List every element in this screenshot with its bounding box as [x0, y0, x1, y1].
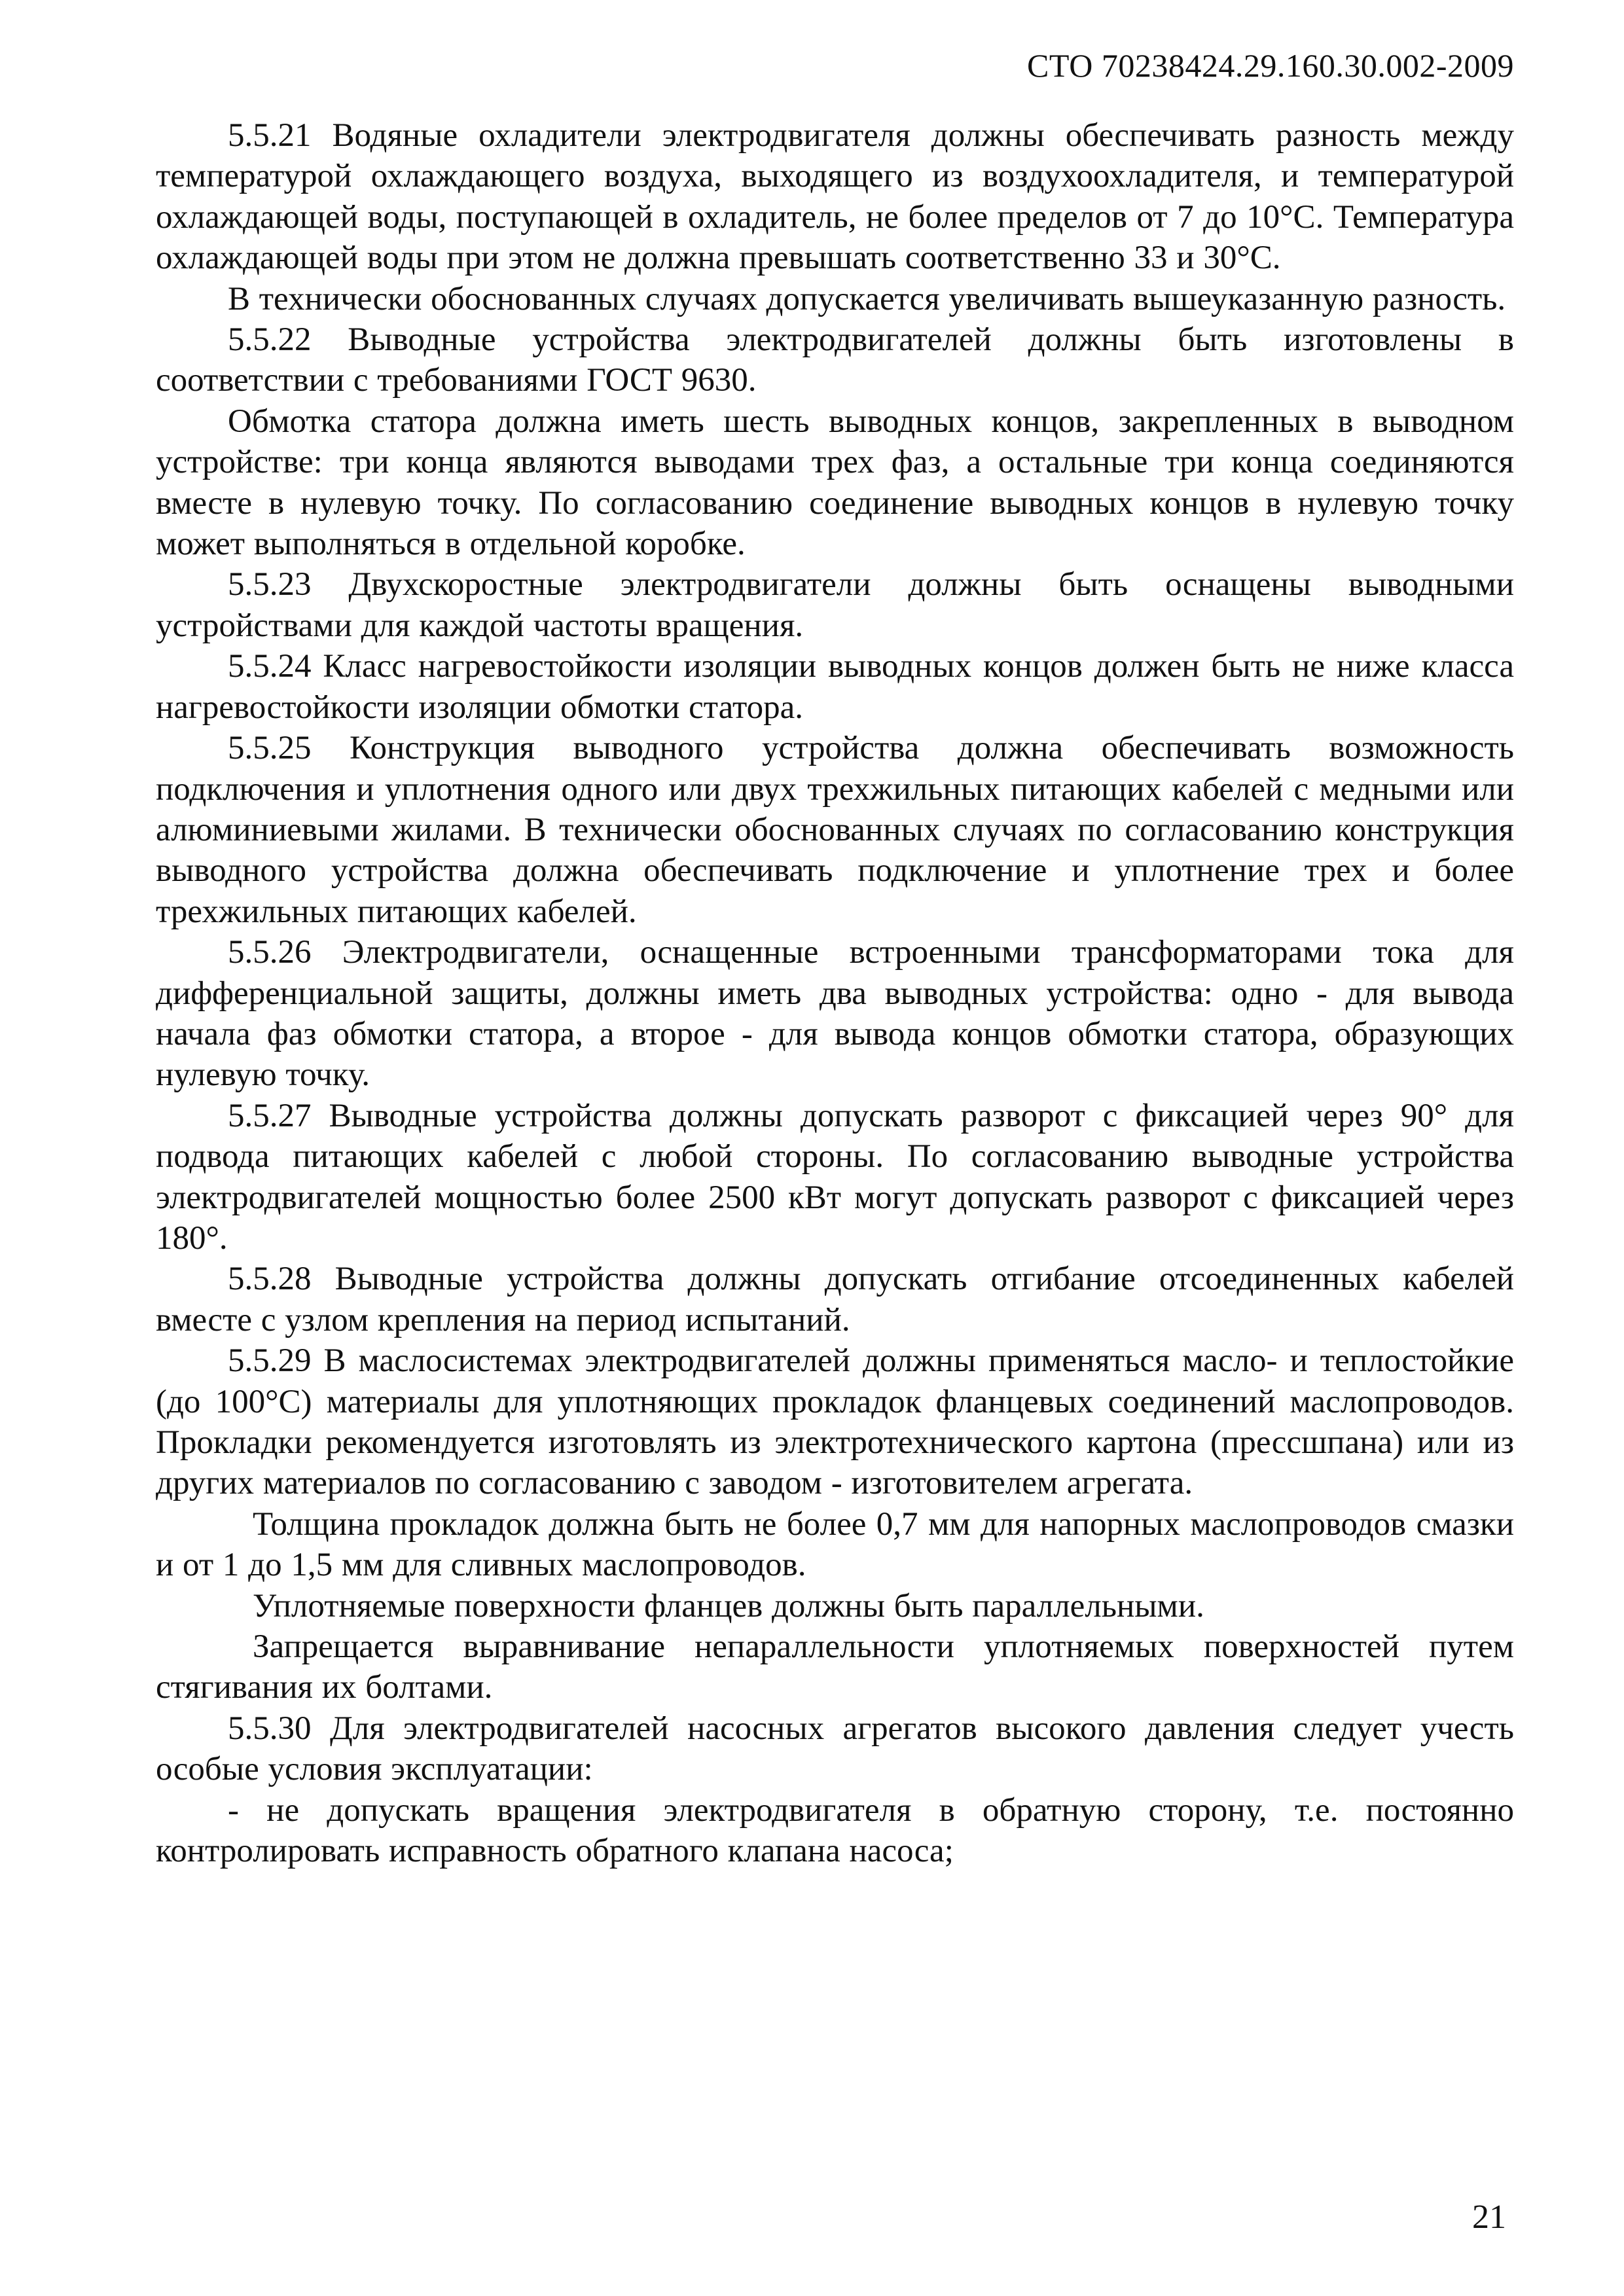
paragraph-5-5-21: 5.5.21 Водяные охладители электродвигателя должны обеспечивать разность между температурой охлаждающего воздуха, выходящего из воздухоохладителя, и температурой охлаждающей воды, поступающей в охладитель, не более пределов от 7 до 10°С. Температура охлаждающей воды при этом не должна превышать соответственно 33 и 30°С.: [156, 117, 1514, 277]
list-item: - не допускать вращения электродвигателя в обратную сторону, т.е. постоянно контролировать исправность обратного клапана насоса;: [156, 1791, 1514, 1870]
document-header: СТО 70238424.29.160.30.002-2009: [1027, 47, 1514, 84]
paragraph: Обмотка статора должна иметь шесть выводных концов, закрепленных в выводном устройстве: три конца являются выводами трех фаз, а остальные три конца соединяются вместе в нулевую точку. По согласованию соединение выводных концов в нулевую точку может выполняться в отдельной коробке.: [156, 403, 1514, 563]
paragraph-5-5-23: 5.5.23 Двухскоростные электродвигатели должны быть оснащены выводными устройствами для каждой частоты вращения.: [156, 566, 1514, 644]
paragraph-5-5-25: 5.5.25 Конструкция выводного устройства должна обеспечивать возможность подключения и уплотнения одного или двух трехжильных питающих кабелей с медными или алюминиевыми жилами. В технически обоснованных случаях по согласованию конструкция выводного устройства должна обеспечивать подключение и уплотнение трех и более трехжильных питающих кабелей.: [156, 730, 1514, 930]
paragraph-5-5-22: 5.5.22 Выводные устройства электродвигателей должны быть изготовлены в соответствии с требованиями ГОСТ 9630.: [156, 321, 1514, 399]
paragraph-5-5-29: 5.5.29 В маслосистемах электродвигателей должны применяться масло- и теплостойкие (до 100°С) материалы для уплотняющих прокладок фланцевых соединений маслопроводов. Прокладки рекомендуется изготовлять из электротехнического картона (прессшпана) или из других материалов по согласованию с заводом - изготовителем агрегата.: [156, 1342, 1514, 1502]
paragraph-5-5-24: 5.5.24 Класс нагревостойкости изоляции выводных концов должен быть не ниже класса нагревостойкости изоляции обмотки статора.: [156, 648, 1514, 726]
paragraph: В технически обоснованных случаях допускается увеличивать вышеуказанную разность.: [228, 280, 1506, 317]
paragraph: Уплотняемые поверхности фланцев должны быть параллельными.: [253, 1587, 1204, 1624]
page-number: 21: [1472, 2198, 1506, 2236]
document-body: [156, 115, 1514, 1871]
paragraph: Толщина прокладок должна быть не более 0,7 мм для напорных маслопроводов смазки и от 1 до 1,5 мм для сливных маслопроводов.: [156, 1505, 1514, 1584]
paragraph-5-5-30: 5.5.30 Для электродвигателей насосных агрегатов высокого давления следует учесть особые условия эксплуатации:: [156, 1710, 1514, 1788]
paragraph-5-5-27: 5.5.27 Выводные устройства должны допускать разворот с фиксацией через 90° для подвода питающих кабелей с любой стороны. По согласованию выводные устройства электродвигателей мощностью более 2500 кВт могут допускать разворот с фиксацией через 180°.: [156, 1097, 1514, 1257]
paragraph-5-5-28: 5.5.28 Выводные устройства должны допускать отгибание отсоединенных кабелей вместе с узлом крепления на период испытаний.: [156, 1261, 1514, 1338]
paragraph-5-5-26: 5.5.26 Электродвигатели, оснащенные встроенными трансформаторами тока для дифференциальной защиты, должны иметь два выводных устройства: одно - для вывода начала фаз обмотки статора, а второе - для вывода концов обмотки статора, образующих нулевую точку.: [156, 934, 1514, 1094]
paragraph: Запрещается выравнивание непараллельности уплотняемых поверхностей путем стягивания их болтами.: [156, 1628, 1514, 1706]
